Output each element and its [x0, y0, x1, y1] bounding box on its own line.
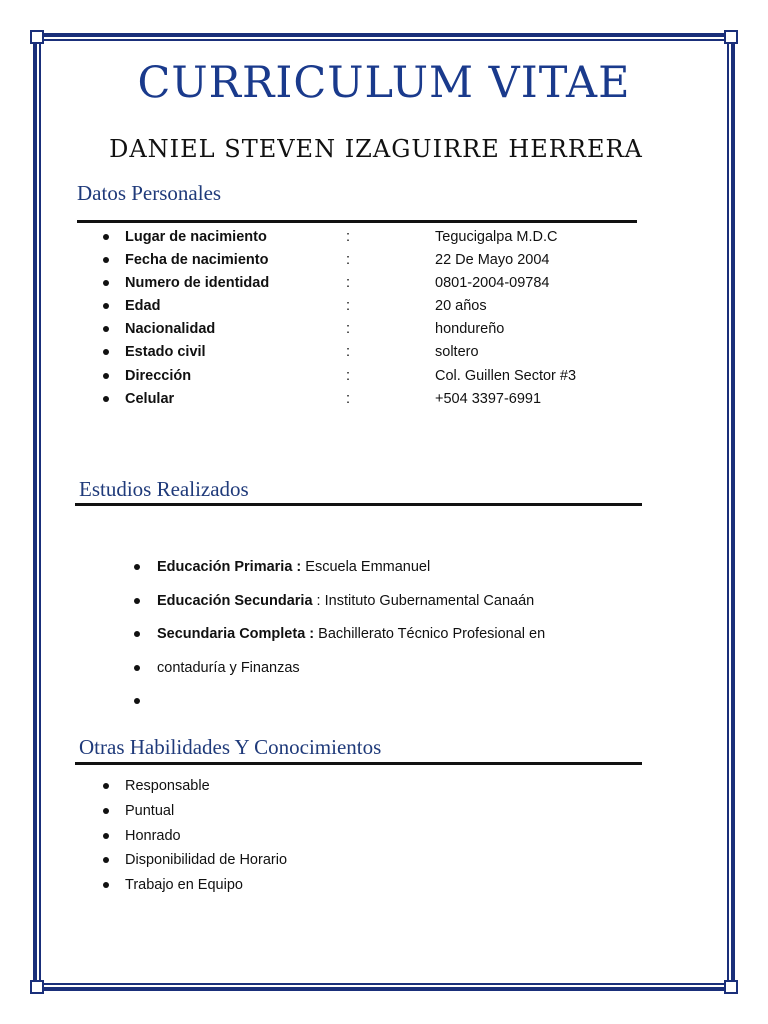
field-separator: : — [346, 367, 351, 384]
study-value: : Instituto Gubernamental Canaán — [312, 592, 535, 609]
section-title-studies: Estudios Realizados — [79, 477, 249, 501]
field-label: Estado civil — [125, 344, 206, 361]
section-divider — [77, 220, 637, 223]
field-label: Fecha de nacimiento — [125, 252, 269, 269]
field-label: Edad — [125, 298, 161, 315]
border-corner-ornament — [30, 30, 44, 44]
skill-text: Responsable — [125, 778, 210, 794]
section-title-skills: Otras Habilidades Y Conocimientos — [79, 735, 382, 759]
skill-text: Puntual — [125, 802, 175, 819]
section-divider — [75, 503, 642, 506]
field-value: 0801-2004-09784 — [435, 275, 550, 292]
field-label: Dirección — [125, 367, 192, 384]
field-separator: : — [346, 344, 351, 361]
study-label: Educación Secundaria — [157, 592, 313, 609]
field-separator: : — [346, 275, 351, 292]
bullet-icon — [103, 783, 109, 789]
border-corner-ornament — [724, 980, 738, 994]
field-label: Nacionalidad — [125, 321, 216, 338]
field-label: Lugar de nacimiento — [125, 229, 267, 245]
field-label: Celular — [125, 390, 175, 407]
border-corner-ornament — [724, 30, 738, 44]
bullet-icon — [103, 234, 109, 240]
bullet-icon — [134, 598, 140, 604]
document-title: CURRICULUM VITAE — [137, 58, 631, 108]
bullet-icon — [103, 373, 109, 379]
bullet-icon — [134, 564, 140, 570]
field-label: Numero de identidad — [125, 275, 270, 292]
bullet-icon — [103, 396, 109, 402]
candidate-name: DANIEL STEVEN IZAGUIRRE HERRERA — [109, 135, 643, 163]
section-title-personal: Datos Personales — [77, 181, 222, 205]
field-value: +504 3397-6991 — [435, 390, 542, 407]
study-value: Bachillerato Técnico Profesional en — [314, 626, 546, 643]
field-separator: : — [346, 390, 351, 407]
skill-text: Disponibilidad de Horario — [125, 852, 288, 869]
field-value: 22 De Mayo 2004 — [435, 252, 550, 269]
skill-text: Honrado — [125, 827, 181, 844]
field-value: soltero — [435, 344, 479, 361]
field-separator: : — [346, 229, 351, 245]
field-value: Tegucigalpa M.D.C — [435, 229, 558, 245]
bullet-icon — [103, 833, 109, 839]
field-separator: : — [346, 252, 351, 269]
study-label: Secundaria Completa : — [157, 626, 315, 643]
section-divider — [75, 762, 642, 765]
field-value: Col. Guillen Sector #3 — [435, 367, 577, 384]
bullet-icon — [134, 665, 140, 671]
field-separator: : — [346, 298, 351, 315]
bullet-icon — [103, 808, 109, 814]
skill-text: Trabajo en Equipo — [125, 877, 243, 894]
border-corner-ornament — [30, 980, 44, 994]
study-value: Escuela Emmanuel — [301, 559, 431, 575]
field-separator: : — [346, 321, 351, 338]
field-value: 20 años — [435, 298, 487, 315]
study-value: contaduría y Finanzas — [157, 659, 300, 676]
field-value: hondureño — [435, 321, 505, 338]
study-label: Educación Primaria : — [157, 559, 302, 575]
